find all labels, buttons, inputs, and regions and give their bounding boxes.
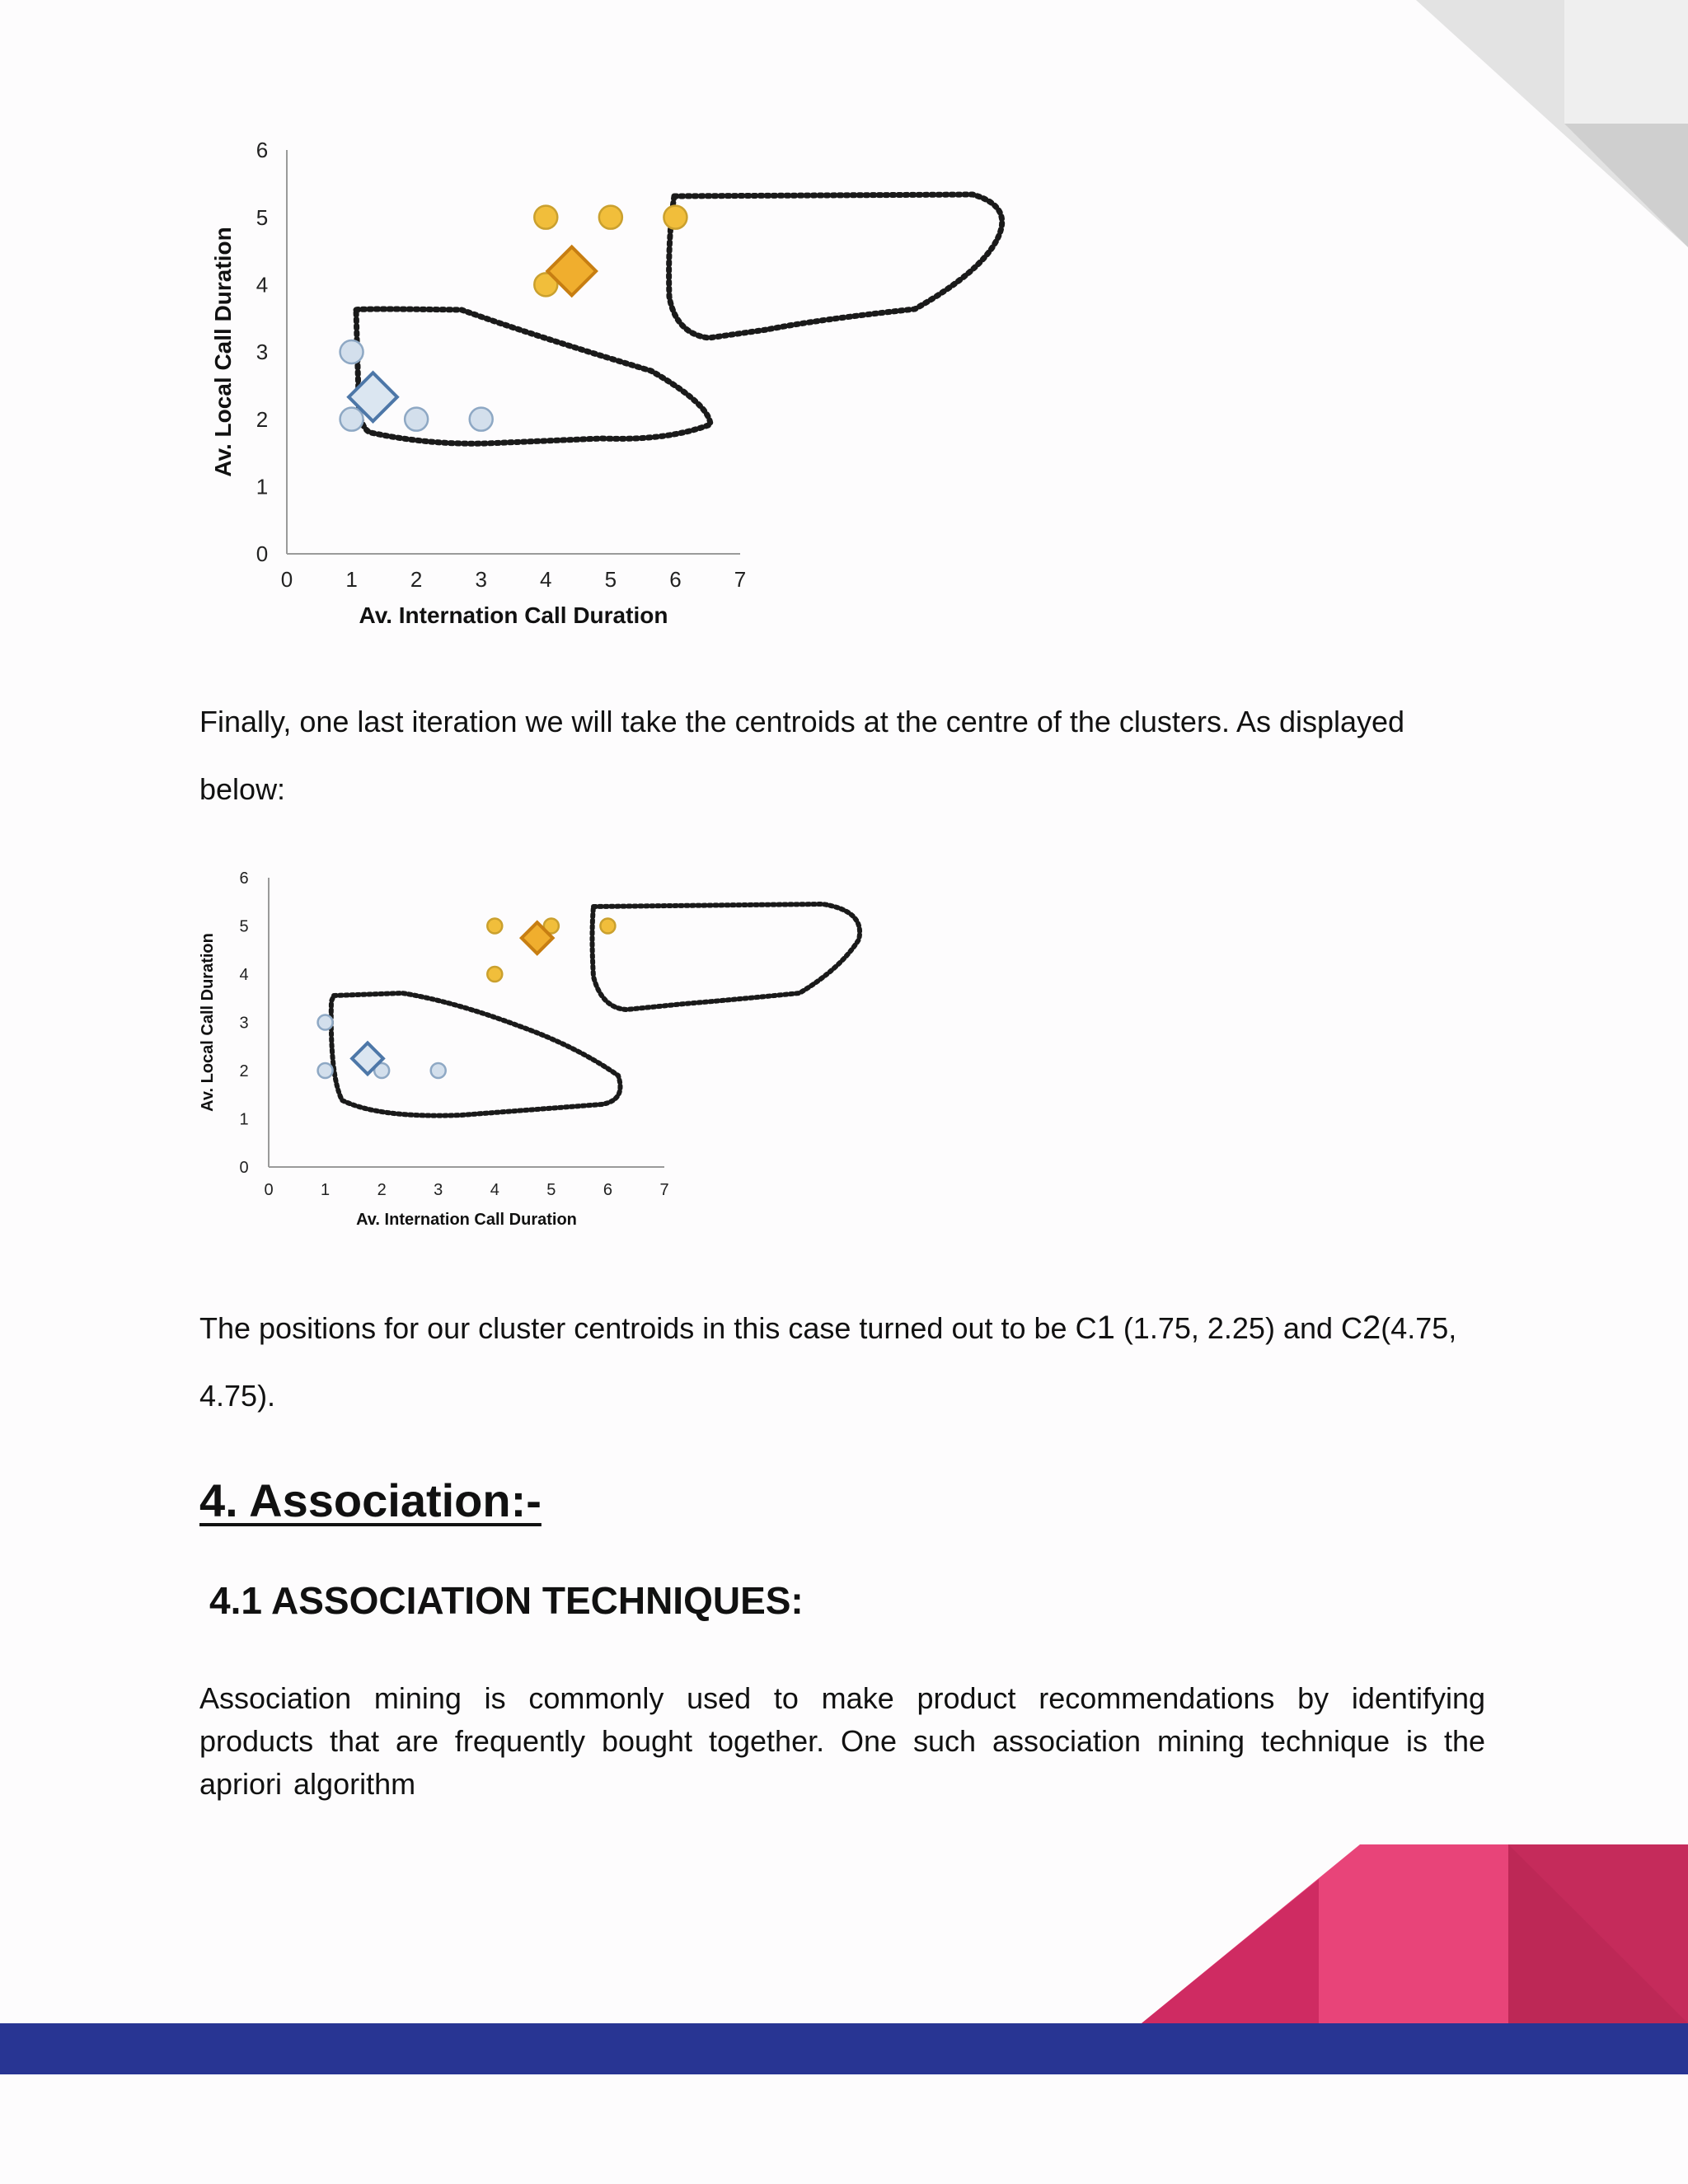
x-tick-label: 5 xyxy=(546,1181,556,1199)
x-tick-label: 7 xyxy=(734,567,747,592)
x-tick-label: 5 xyxy=(604,567,617,592)
x-tick-label: 3 xyxy=(434,1181,443,1199)
y-tick-label: 4 xyxy=(256,272,269,298)
x-tick-label: 6 xyxy=(603,1181,612,1199)
footer-pink-dark-left xyxy=(1142,1879,1319,2023)
data-point xyxy=(470,408,493,431)
x-axis-title: Av. Internation Call Duration xyxy=(356,1211,577,1229)
y-tick-label: 2 xyxy=(239,1062,249,1080)
data-point xyxy=(318,1015,333,1030)
y-tick-label: 0 xyxy=(256,541,269,567)
y-tick-label: 5 xyxy=(256,204,269,230)
x-tick-label: 0 xyxy=(264,1181,274,1199)
y-tick-label: 4 xyxy=(239,966,249,984)
scatter-chart-1 xyxy=(190,132,1113,659)
subsection-heading: 4.1 ASSOCIATION TECHNIQUES: xyxy=(209,1579,804,1622)
section-heading: 4. Association:- xyxy=(199,1474,542,1526)
y-tick-label: 0 xyxy=(239,1159,249,1177)
y-tick-label: 6 xyxy=(256,138,269,163)
data-point xyxy=(318,1063,333,1078)
x-tick-label: 7 xyxy=(659,1181,669,1199)
x-tick-label: 6 xyxy=(669,567,682,592)
corner-decoration xyxy=(1416,0,1688,255)
data-point xyxy=(663,206,687,229)
y-axis-title: Av. Local Call Duration xyxy=(199,933,217,1112)
para1-line2: below: xyxy=(199,772,286,806)
data-point xyxy=(340,408,363,431)
data-point xyxy=(340,340,363,363)
y-tick-label: 3 xyxy=(256,340,269,365)
x-tick-label: 3 xyxy=(475,567,487,592)
footer-blue-band xyxy=(0,2023,1688,2074)
y-tick-label: 6 xyxy=(239,869,249,888)
para2-sub-2: 2 xyxy=(1362,1310,1381,1346)
x-tick-label: 1 xyxy=(321,1181,331,1199)
paragraph-centroid-positions xyxy=(199,1294,1485,1430)
footer-decoration xyxy=(0,1838,1688,2184)
para2-sub-1: 1 xyxy=(1096,1310,1115,1346)
data-point xyxy=(600,919,615,934)
para2-part-a: The positions for our cluster centroids in this case turned out to be C xyxy=(199,1311,1097,1345)
para2-line2: 4.75). xyxy=(199,1379,276,1413)
x-tick-label: 2 xyxy=(377,1181,387,1199)
y-tick-label: 1 xyxy=(239,1110,249,1129)
y-tick-label: 2 xyxy=(256,406,269,432)
y-axis-title: Av. Local Call Duration xyxy=(210,227,236,477)
para2-part-b: (1.75, 2.25) and C xyxy=(1114,1311,1362,1345)
data-point xyxy=(431,1063,446,1078)
y-tick-label: 3 xyxy=(239,1014,249,1033)
x-tick-label: 1 xyxy=(345,567,358,592)
scatter-chart-2 xyxy=(190,853,931,1240)
data-point xyxy=(405,408,428,431)
x-tick-label: 2 xyxy=(410,567,423,592)
paragraph-association-mining: Association mining is commonly used to make product recommendations by identifying products that are frequently bought together. One such association mining technique is the apriori algorithm xyxy=(199,1681,1485,1801)
chart-axes xyxy=(199,869,669,1229)
cluster-2-outline xyxy=(593,904,860,1010)
cluster-2-outline xyxy=(669,194,1002,338)
x-tick-label: 0 xyxy=(280,567,293,592)
paragraph-centroids-intro xyxy=(199,688,1485,823)
x-axis-title: Av. Internation Call Duration xyxy=(359,602,668,628)
para1-line1: Finally, one last iteration we will take the centroids at the centre of the clusters. As displayed xyxy=(199,705,1405,738)
data-point xyxy=(599,206,622,229)
data-point xyxy=(487,919,502,934)
x-tick-label: 4 xyxy=(490,1181,499,1199)
x-tick-label: 4 xyxy=(540,567,552,592)
data-point xyxy=(487,967,502,982)
data-point xyxy=(534,206,557,229)
y-tick-label: 1 xyxy=(256,474,269,499)
y-tick-label: 5 xyxy=(239,917,249,936)
para2-part-c: (4.75, xyxy=(1381,1311,1457,1345)
